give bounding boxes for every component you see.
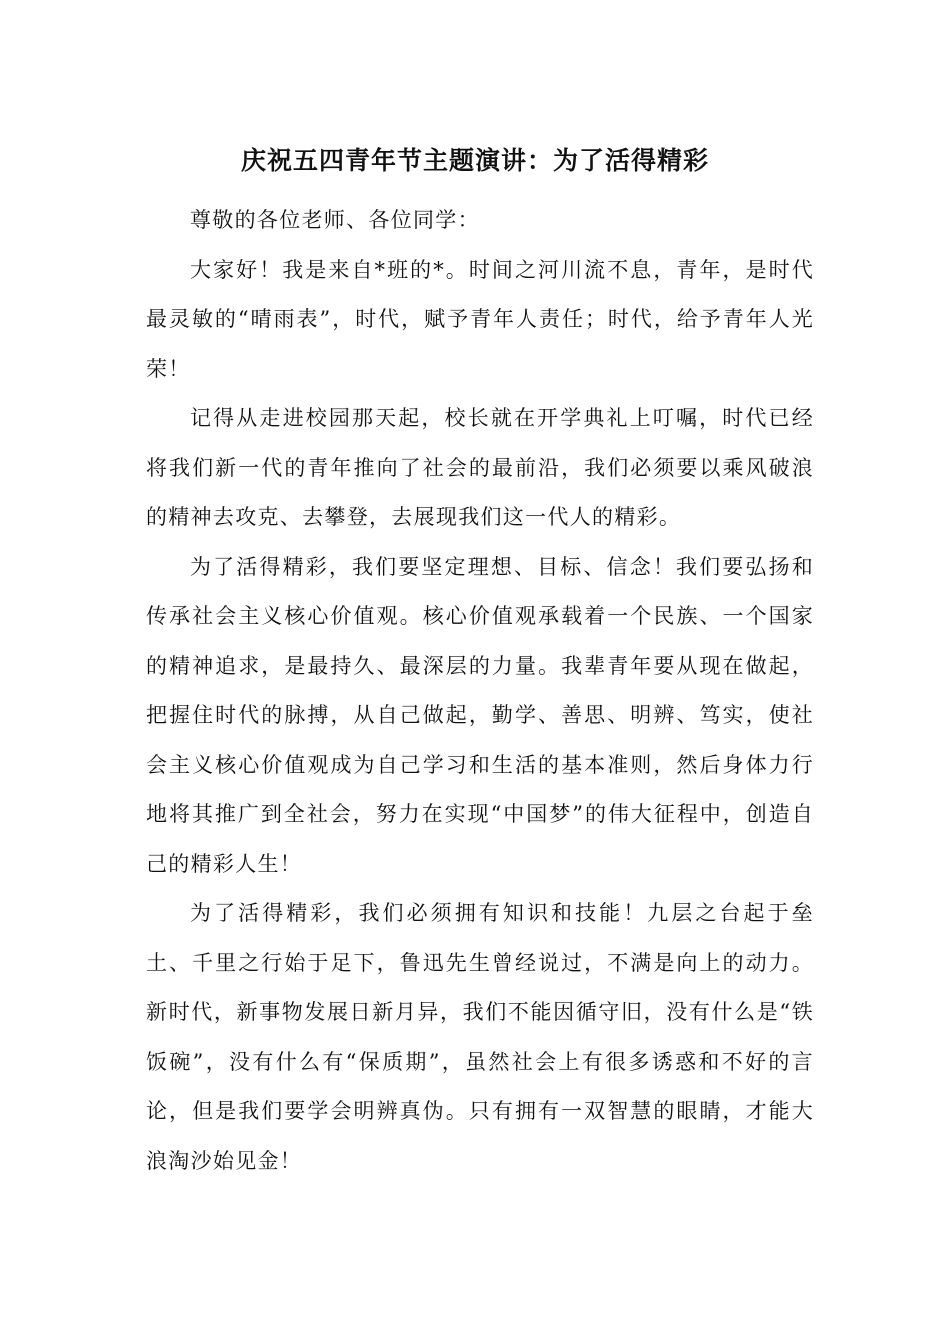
paragraph-knowledge: 为了活得精彩，我们必须拥有知识和技能！九层之台起于垒土、千里之行始于足下，鲁迅先生曾经说过，不满是向上的动力。新时代，新事物发展日新月异，我们不能因循守旧，没有什么是“铁饭碗”，没有什么有“保质期”，虽然社会上有很多诱惑和不好的言论，但是我们要学会明辨真伪。只有拥有一双智慧的眼睛，才能大浪淘沙始见金！ <box>146 901 814 1173</box>
paragraph-ideals: 为了活得精彩，我们要坚定理想、目标、信念！我们要弘扬和传承社会主义核心价值观。核心价值观承载着一个民族、一个国家的精神追求，是最持久、最深层的力量。我辈青年要从现在做起，把握住时代的脉搏，从自己做起，勤学、善思、明辨、笃实，使社会主义核心价值观成为自己学习和生活的基本准则，然后身体力行地将其推广到全社会，努力在实现“中国梦”的伟大征程中，创造自己的精彩人生！ <box>146 554 814 876</box>
document-body <box>146 196 814 1186</box>
paragraph-greeting: 大家好！我是来自*班的*。时间之河川流不息，青年，是时代最灵敏的“晴雨表”，时代，赋予青年人责任；时代，给予青年人光荣！ <box>146 257 814 381</box>
paragraph-memory: 记得从走进校园那天起，校长就在开学典礼上叮嘱，时代已经将我们新一代的青年推向了社会的最前沿，我们必须要以乘风破浪的精神去攻克、去攀登，去展现我们这一代人的精彩。 <box>146 406 814 529</box>
paragraph-salutation: 尊敬的各位老师、各位同学： <box>190 208 480 232</box>
document-title: 庆祝五四青年节主题演讲：为了活得精彩 <box>240 146 709 175</box>
